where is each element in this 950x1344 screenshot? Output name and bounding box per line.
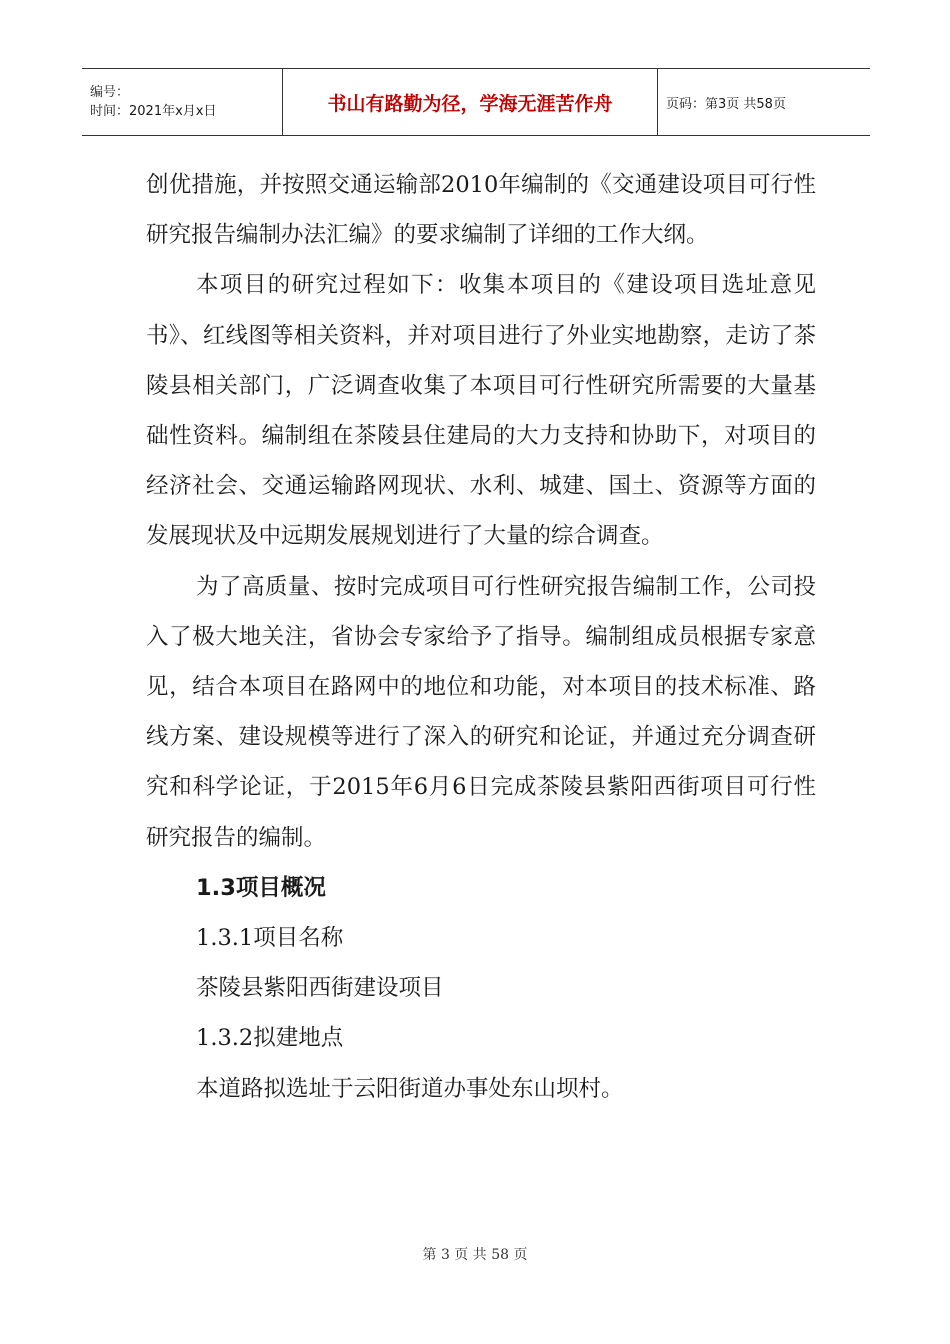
page-info: 页码：第3页 共58页 bbox=[666, 96, 786, 112]
header-page-info bbox=[658, 69, 870, 135]
paragraph: 本项目的研究过程如下：收集本项目的《建设项目选址意见书》、红线图等相关资料，并对项目进行了外业实地勘察，走访了茶陵县相关部门，广泛调查收集了本项目可行性研究所需要的大量基础性资料。编制组在茶陵县住建局的大力支持和协助下，对项目的经济社会、交通运输路网现状、水利、城建、国土、资源等方面的发展现状及中远期发展规划进行了大量的综合调查。 bbox=[146, 272, 816, 550]
number-label: 编号： bbox=[90, 85, 130, 100]
subsection-heading: 1.3.1项目名称 bbox=[196, 925, 344, 952]
subsection-heading: 1.3.2拟建地点 bbox=[196, 1025, 344, 1052]
page-header bbox=[82, 68, 870, 136]
document-body bbox=[146, 160, 816, 1114]
section-heading: 1.3项目概况 bbox=[196, 874, 326, 901]
paragraph: 创优措施，并按照交通运输部2010年编制的《交通建设项目可行性研究报告编制办法汇编》的要求编制了详细的工作大纲。 bbox=[146, 172, 816, 249]
header-meta bbox=[82, 69, 282, 135]
header-slogan-cell bbox=[282, 69, 658, 135]
date-label: 时间：2021年x月x日 bbox=[90, 104, 217, 119]
header-slogan: 书山有路勤为径，学海无涯苦作舟 bbox=[327, 92, 613, 115]
paragraph: 茶陵县紫阳西街建设项目 bbox=[196, 975, 444, 1002]
footer-page-number: 第 3 页 共 58 页 bbox=[422, 1247, 528, 1263]
paragraph: 本道路拟选址于云阳街道办事处东山坝村。 bbox=[196, 1075, 624, 1102]
page-footer bbox=[0, 1244, 950, 1264]
paragraph: 为了高质量、按时完成项目可行性研究报告编制工作，公司投入了极大地关注，省协会专家给予了指导。编制组成员根据专家意见，结合本项目在路网中的地位和功能，对本项目的技术标准、路线方案、建设规模等进行了深入的研究和论证，并通过充分调查研究和科学论证，于2015年6月6日完成茶陵县紫阳西街项目可行性研究报告的编制。 bbox=[146, 573, 816, 851]
